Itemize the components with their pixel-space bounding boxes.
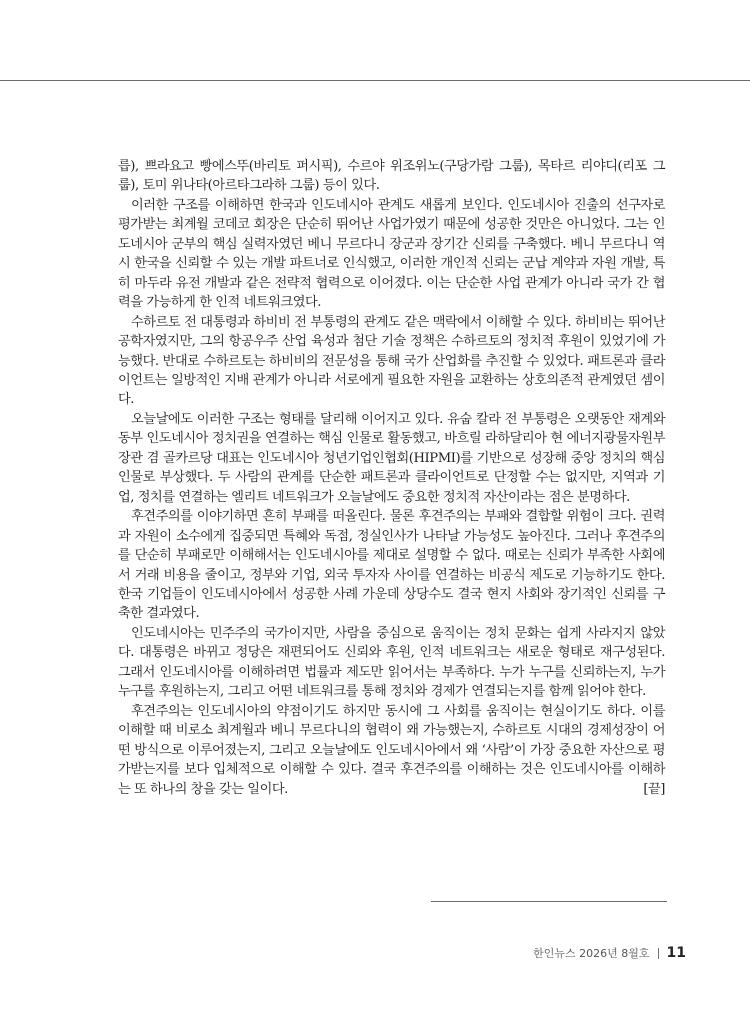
paragraph-4: 오늘날에도 이러한 구조는 형태를 달리해 이어지고 있다. 유숩 칼라 전 부통령은 오랫동안 재계와 동부 인도네시아 정치권을 연결하는 핵심 인물로 활동했고, 바흐릴 라하달리아 현 에너지광물자원부 장관 겸 골카르당 대표는 인도네시아 청년기업인협회(HIPMI)를 기반으로 성장해 중앙 정치의 핵심 인물로 부상했다. 두 사람의 관계를 단순한 패트론과 클라이언트로 단정할 수는 없지만, 지역과 기업, 정치를 연결하는 엘리트 네트워크가 오늘날에도 중요한 정치적 자산이라는 점은 분명하다. [118, 411, 665, 505]
paragraph-3: 수하르토 전 대통령과 하비비 전 부통령의 관계도 같은 맥락에서 이해할 수 있다. 하비비는 뛰어난 공학자였지만, 그의 항공우주 산업 육성과 첨단 기술 정책은 수하르토의 정치적 후원이 있었기에 가능했다. 반대로 수하르토는 하비비의 전문성을 통해 국가 산업화를 추진할 수 있었다. 패트론과 클라이언트는 일방적인 지배 관계가 아니라 서로에게 필요한 자원을 교환하는 상호의존적 관계였던 셈이다. [118, 314, 665, 408]
paragraph-7 [118, 702, 665, 799]
footer-separator [658, 948, 659, 959]
paragraph-7-text: 후견주의는 인도네시아의 약점이기도 하지만 동시에 그 사회를 움직이는 현실이기도 하다. 이를 이해할 때 비로소 최계월과 베니 무르다니의 협력이 왜 가능했는지, 수하르토 시대의 경제성장이 어떤 방식으로 이루어졌는지, 그리고 오늘날에도 인도네시아에서 왜 ‘사람’이 가장 중요한 자산으로 평가받는지를 보다 입체적으로 이해할 수 있다. 결국 후견주의를 이해하는 것은 인도네시아를 이해하는 또 하나의 창을 갖는 일이다. [118, 703, 665, 797]
page-number: 11 [666, 945, 686, 961]
page-footer [533, 945, 686, 961]
top-rule [0, 80, 750, 81]
paragraph-5: 후견주의를 이야기하면 흔히 부패를 떠올린다. 물론 후견주의는 부패와 결합할 위험이 크다. 권력과 자원이 소수에게 집중되면 특혜와 독점, 정실인사가 나타날 가능성도 높아진다. 그러나 후견주의를 단순히 부패로만 이해해서는 인도네시아를 제대로 설명할 수 없다. 때로는 신뢰가 부족한 사회에서 거래 비용을 줄이고, 정부와 기업, 외국 투자자 사이를 연결하는 비공식 제도로 기능하기도 한다. 한국 기업들이 인도네시아에서 성공한 사례 가운데 상당수도 결국 현지 사회와 장기적인 신뢰를 구축한 결과였다. [118, 509, 665, 622]
paragraph-1: 릅), 쁘라요고 빵에스뚜(바리토 퍼시픽), 수르야 위조위노(구당가람 그룹), 목타르 리야디(리포 그룹), 토미 위나타(아르타그라하 그룹) 등이 있다. [118, 159, 665, 194]
bottom-rule [431, 901, 667, 902]
paragraph-2: 이러한 구조를 이해하면 한국과 인도네시아 관계도 새롭게 보인다. 인도네시아 진출의 선구자로 평가받는 최계월 코데코 회장은 단순히 뛰어난 사업가였기 때문에 성공한 것만은 아니었다. 그는 인도네시아 군부의 핵심 실력자였던 베니 무르다니 장군과 장기간 신뢰를 구축했다. 베니 무르다니 역시 한국을 신뢰할 수 있는 개발 파트너로 인식했고, 이러한 개인적 신뢰는 군납 계약과 자원 개발, 특히 마두라 유전 개발과 같은 전략적 협력으로 이어졌다. 이는 단순한 사업 관계가 아니라 국가 간 협력을 가능하게 한 인적 네트워크였다. [118, 197, 665, 311]
paragraph-6: 인도네시아는 민주주의 국가이지만, 사람을 중심으로 움직이는 정치 문화는 쉽게 사라지지 않았다. 대통령은 바뀌고 정당은 재편되어도 신뢰와 후원, 인적 네트워크는 새로운 형태로 재구성된다. 그래서 인도네시아를 이해하려면 법률과 제도만 읽어서는 부족하다. 누가 누구를 신뢰하는지, 누가 누구를 후원하는지, 그리고 어떤 네트워크를 통해 정치와 경제가 연결되는지를 함께 읽어야 한다. [118, 625, 665, 700]
publication-name: 한인뉴스 2026년 8월호 [533, 947, 650, 960]
article-body [118, 157, 665, 799]
end-mark: [끝] [643, 781, 665, 797]
